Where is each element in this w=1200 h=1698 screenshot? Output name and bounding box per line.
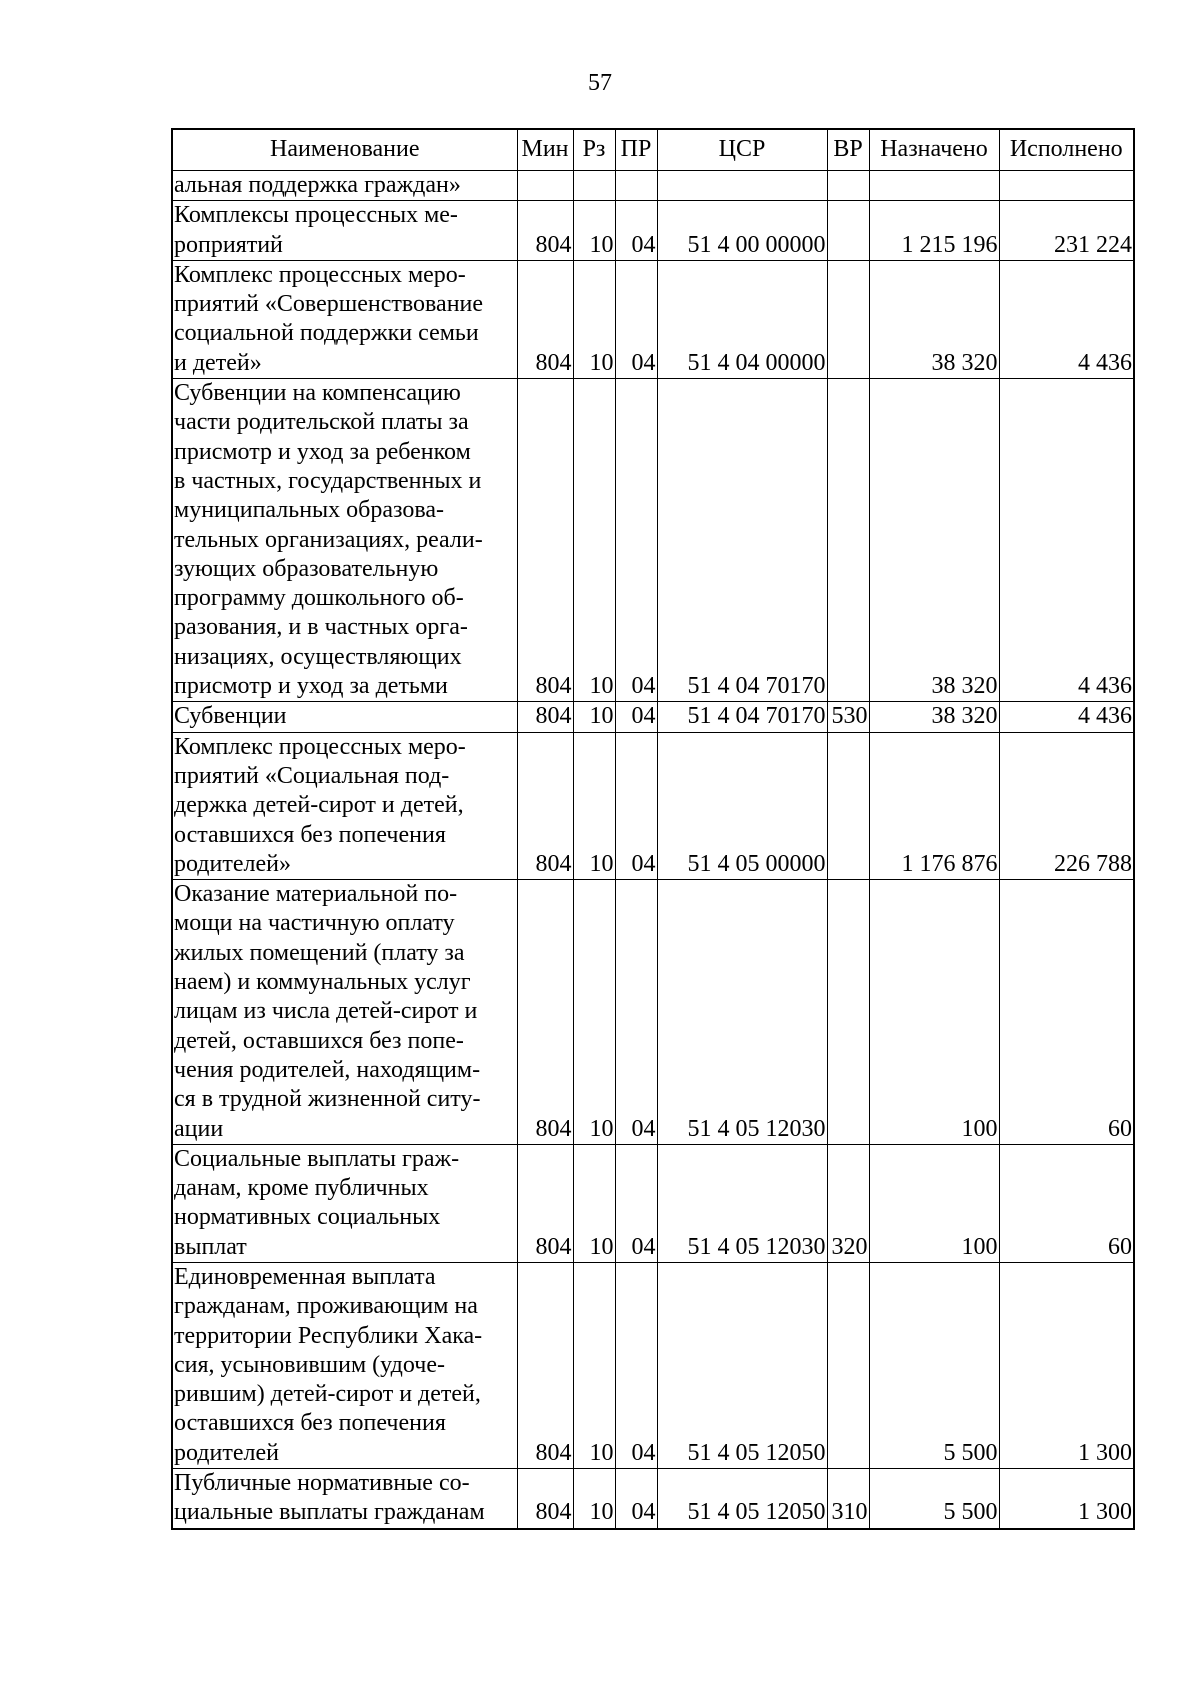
cell-name-line: части родительской платы за xyxy=(174,409,469,436)
cell-name-line: разования, и в частных орга- xyxy=(174,614,468,641)
cell-assigned: 38 320 xyxy=(869,379,999,702)
cell-name-line: ации xyxy=(174,1115,224,1142)
cell-csr: 51 4 04 00000 xyxy=(657,260,827,378)
cell-executed xyxy=(999,171,1134,201)
cell-name xyxy=(172,201,517,261)
cell-name-line: Публичные нормативные со- xyxy=(174,1470,470,1497)
cell-vr: 530 xyxy=(827,702,869,732)
cell-name xyxy=(172,1469,517,1529)
cell-min: 804 xyxy=(517,732,573,879)
cell-assigned: 38 320 xyxy=(869,702,999,732)
cell-name-line: мощи на частичную оплату xyxy=(174,910,455,937)
cell-name-line: гражданам, проживающим на xyxy=(174,1293,478,1320)
cell-pr: 04 xyxy=(615,1469,657,1529)
cell-name xyxy=(172,1262,517,1468)
cell-executed: 4 436 xyxy=(999,702,1134,732)
cell-name-line: приятий «Социальная под- xyxy=(174,762,450,789)
cell-min: 804 xyxy=(517,201,573,261)
table-row xyxy=(172,880,1134,1145)
cell-pr: 04 xyxy=(615,201,657,261)
cell-min: 804 xyxy=(517,880,573,1145)
cell-assigned: 1 215 196 xyxy=(869,201,999,261)
cell-rz: 10 xyxy=(573,1262,615,1468)
cell-name-line: сия, усыновившим (удоче- xyxy=(174,1351,445,1378)
cell-csr: 51 4 04 70170 xyxy=(657,379,827,702)
cell-name-line: жилых помещений (плату за xyxy=(174,939,465,966)
cell-name-line: присмотр и уход за детьми xyxy=(174,673,448,700)
cell-name-line: держка детей-сирот и детей, xyxy=(174,792,464,819)
cell-min: 804 xyxy=(517,379,573,702)
cell-name-line: циальные выплаты гражданам xyxy=(174,1499,485,1526)
table-row xyxy=(172,1144,1134,1262)
cell-name-line: Социальные выплаты граж- xyxy=(174,1145,460,1172)
cell-assigned: 38 320 xyxy=(869,260,999,378)
cell-vr xyxy=(827,880,869,1145)
cell-name-line: Единовременная выплата xyxy=(174,1263,436,1290)
cell-vr xyxy=(827,201,869,261)
table-row xyxy=(172,1262,1134,1468)
cell-name-line: Субвенции xyxy=(174,703,287,730)
cell-name xyxy=(172,171,517,201)
cell-assigned: 100 xyxy=(869,1144,999,1262)
budget-table xyxy=(171,128,1135,1530)
header-vr: ВР xyxy=(827,129,869,171)
cell-vr xyxy=(827,379,869,702)
cell-csr: 51 4 05 12050 xyxy=(657,1262,827,1468)
cell-rz: 10 xyxy=(573,880,615,1145)
cell-name-line: чения родителей, находящим- xyxy=(174,1056,481,1083)
cell-name-line: приятий «Совершенствование xyxy=(174,291,484,318)
cell-executed: 1 300 xyxy=(999,1262,1134,1468)
cell-name-line: территории Республики Хака- xyxy=(174,1322,483,1349)
cell-vr: 310 xyxy=(827,1469,869,1529)
cell-min: 804 xyxy=(517,260,573,378)
cell-executed: 4 436 xyxy=(999,260,1134,378)
page-number: 57 xyxy=(588,70,612,96)
cell-csr: 51 4 05 12050 xyxy=(657,1469,827,1529)
cell-min: 804 xyxy=(517,1469,573,1529)
cell-name xyxy=(172,260,517,378)
cell-vr xyxy=(827,1262,869,1468)
cell-rz: 10 xyxy=(573,702,615,732)
cell-pr: 04 xyxy=(615,880,657,1145)
cell-name xyxy=(172,732,517,879)
cell-name-line: муниципальных образова- xyxy=(174,497,445,524)
cell-csr: 51 4 05 12030 xyxy=(657,880,827,1145)
cell-rz: 10 xyxy=(573,1144,615,1262)
table-row xyxy=(172,732,1134,879)
header-executed: Исполнено xyxy=(999,129,1134,171)
cell-name-line: Комплексы процессных ме- xyxy=(174,202,458,229)
cell-pr: 04 xyxy=(615,702,657,732)
cell-name-line: альная поддержка граждан» xyxy=(174,172,461,198)
cell-name-line: лицам из числа детей-сирот и xyxy=(174,998,478,1025)
cell-name-line: Комплекс процессных меро- xyxy=(174,261,466,288)
cell-name-line: низациях, осуществляющих xyxy=(174,643,462,670)
header-csr: ЦСР xyxy=(657,129,827,171)
cell-min: 804 xyxy=(517,1262,573,1468)
cell-vr xyxy=(827,260,869,378)
cell-executed: 60 xyxy=(999,880,1134,1145)
cell-name-line: Субвенции на компенсацию xyxy=(174,380,461,407)
cell-name-line: присмотр и уход за ребенком xyxy=(174,438,471,465)
cell-csr xyxy=(657,171,827,201)
cell-rz: 10 xyxy=(573,260,615,378)
table-row xyxy=(172,702,1134,732)
cell-rz: 10 xyxy=(573,201,615,261)
table-row xyxy=(172,379,1134,702)
table-row xyxy=(172,201,1134,261)
cell-name-line: тельных организациях, реали- xyxy=(174,526,483,553)
header-pr: ПР xyxy=(615,129,657,171)
table-header-row xyxy=(172,129,1134,171)
header-name: Наименование xyxy=(172,129,517,171)
cell-pr: 04 xyxy=(615,1262,657,1468)
cell-name-line: зующих образовательную xyxy=(174,555,439,582)
cell-name-line: Оказание материальной по- xyxy=(174,881,458,908)
cell-name-line: оставшихся без попечения xyxy=(174,821,446,848)
table-body xyxy=(172,171,1134,1529)
cell-assigned xyxy=(869,171,999,201)
cell-rz xyxy=(573,171,615,201)
cell-name-line: в частных, государственных и xyxy=(174,467,482,494)
table-row xyxy=(172,171,1134,201)
cell-name-line: Комплекс процессных меро- xyxy=(174,733,466,760)
cell-pr: 04 xyxy=(615,260,657,378)
cell-name-line: и детей» xyxy=(174,349,262,376)
cell-name xyxy=(172,379,517,702)
cell-name-line: данам, кроме публичных xyxy=(174,1175,429,1202)
cell-rz: 10 xyxy=(573,379,615,702)
cell-csr: 51 4 00 00000 xyxy=(657,201,827,261)
cell-executed: 1 300 xyxy=(999,1469,1134,1529)
cell-name xyxy=(172,880,517,1145)
cell-name-line: рившим) детей-сирот и детей, xyxy=(174,1381,481,1408)
cell-name-line: оставшихся без попечения xyxy=(174,1410,446,1437)
table-row xyxy=(172,260,1134,378)
cell-vr xyxy=(827,171,869,201)
header-min: Мин xyxy=(517,129,573,171)
cell-pr: 04 xyxy=(615,732,657,879)
cell-name xyxy=(172,1144,517,1262)
cell-name-line: ся в трудной жизненной ситу- xyxy=(174,1086,481,1113)
cell-name xyxy=(172,702,517,732)
cell-assigned: 1 176 876 xyxy=(869,732,999,879)
cell-pr: 04 xyxy=(615,379,657,702)
cell-name-line: роприятий xyxy=(174,231,283,258)
cell-min: 804 xyxy=(517,1144,573,1262)
cell-name-line: родителей» xyxy=(174,850,291,877)
cell-name-line: детей, оставшихся без попе- xyxy=(174,1027,464,1054)
cell-executed: 226 788 xyxy=(999,732,1134,879)
cell-name-line: нормативных социальных xyxy=(174,1204,441,1231)
cell-assigned: 5 500 xyxy=(869,1262,999,1468)
cell-name-line: наем) и коммунальных услуг xyxy=(174,969,471,996)
table-row xyxy=(172,1469,1134,1529)
cell-executed: 4 436 xyxy=(999,379,1134,702)
cell-pr xyxy=(615,171,657,201)
cell-executed: 231 224 xyxy=(999,201,1134,261)
cell-rz: 10 xyxy=(573,732,615,879)
cell-vr: 320 xyxy=(827,1144,869,1262)
cell-min: 804 xyxy=(517,702,573,732)
header-rz: Рз xyxy=(573,129,615,171)
cell-assigned: 100 xyxy=(869,880,999,1145)
cell-name-line: родителей xyxy=(174,1439,279,1466)
cell-name-line: программу дошкольного об- xyxy=(174,585,464,612)
cell-csr: 51 4 05 12030 xyxy=(657,1144,827,1262)
cell-min xyxy=(517,171,573,201)
header-assigned: Назначено xyxy=(869,129,999,171)
cell-csr: 51 4 05 00000 xyxy=(657,732,827,879)
cell-vr xyxy=(827,732,869,879)
cell-pr: 04 xyxy=(615,1144,657,1262)
cell-csr: 51 4 04 70170 xyxy=(657,702,827,732)
cell-name-line: выплат xyxy=(174,1233,247,1260)
cell-rz: 10 xyxy=(573,1469,615,1529)
cell-name-line: социальной поддержки семьи xyxy=(174,320,479,347)
cell-assigned: 5 500 xyxy=(869,1469,999,1529)
cell-executed: 60 xyxy=(999,1144,1134,1262)
